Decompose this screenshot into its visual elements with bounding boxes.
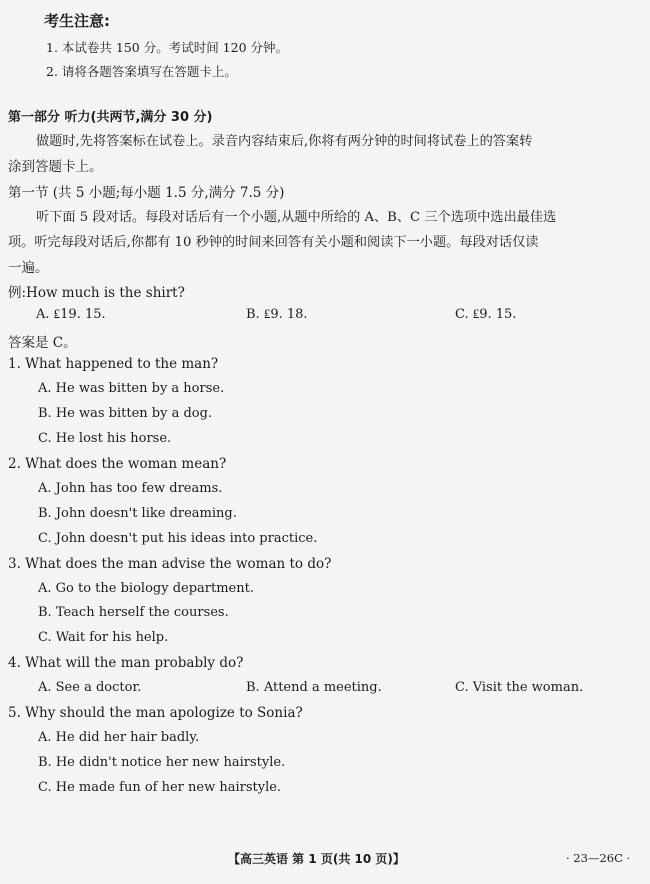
- q1-option-a: A. He was bitten by a horse.: [38, 381, 225, 396]
- q3-option-c: C. Wait for his help.: [38, 630, 169, 645]
- q4-option-c: C. Visit the woman.: [455, 680, 584, 695]
- q5-option-a: A. He did her hair badly.: [38, 730, 200, 745]
- example-option-a: A. ₤19. 15.: [36, 307, 106, 322]
- q4-option-b: B. Attend a meeting.: [246, 680, 382, 695]
- notice-item-2: 2. 请将各题答案填写在答题卡上。: [46, 64, 237, 79]
- q2-option-b: B. John doesn't like dreaming.: [38, 506, 237, 521]
- part1-intro-line2: 涂到答题卡上。: [8, 159, 103, 175]
- paper-code: · 23—26C ·: [566, 851, 631, 865]
- question-4: 4. What will the man probably do?: [8, 655, 244, 671]
- question-2: 2. What does the woman mean?: [8, 456, 227, 472]
- question-3: 3. What does the man advise the woman to do?: [8, 556, 332, 572]
- notice-item-1: 1. 本试卷共 150 分。考试时间 120 分钟。: [46, 40, 289, 55]
- q5-option-b: B. He didn't notice her new hairstyle.: [38, 755, 286, 770]
- q1-option-b: B. He was bitten by a dog.: [38, 406, 213, 421]
- q1-option-c: C. He lost his horse.: [38, 431, 172, 446]
- part1-intro-line1: 做题时,先将答案标在试卷上。录音内容结束后,你将有两分钟的时间将试卷上的答案转: [36, 134, 533, 149]
- notice-title: 考生注意:: [44, 12, 110, 30]
- q2-option-c: C. John doesn't put his ideas into practice.: [38, 531, 318, 546]
- q3-option-a: A. Go to the biology department.: [38, 581, 254, 596]
- instructions-line1: 听下面 5 段对话。每段对话后有一个小题,从题中所给的 A、B、C 三个选项中选出最佳选: [36, 210, 557, 225]
- q3-option-b: B. Teach herself the courses.: [38, 605, 229, 620]
- q2-option-a: A. John has too few dreams.: [38, 481, 223, 496]
- q5-option-c: C. He made fun of her new hairstyle.: [38, 780, 282, 795]
- question-5: 5. Why should the man apologize to Sonia?: [8, 705, 303, 721]
- instructions-line3: 一遍。: [8, 260, 49, 276]
- page-footer: 【高三英语 第 1 页(共 10 页)】: [228, 852, 405, 866]
- example-option-c: C. ₤9. 15.: [455, 307, 517, 322]
- question-1: 1. What happened to the man?: [8, 356, 219, 372]
- section1-heading: 第一节 (共 5 小题;每小题 1.5 分,满分 7.5 分): [8, 185, 285, 201]
- part1-heading: 第一部分 听力(共两节,满分 30 分): [8, 110, 213, 125]
- example-question: 例:How much is the shirt?: [8, 285, 185, 301]
- example-answer: 答案是 C。: [8, 335, 77, 351]
- instructions-line2: 项。听完每段对话后,你都有 10 秒钟的时间来回答有关小题和阅读下一小题。每段对话仅读: [8, 235, 539, 250]
- example-option-b: B. ₤9. 18.: [246, 307, 308, 322]
- q4-option-a: A. See a doctor.: [38, 680, 142, 695]
